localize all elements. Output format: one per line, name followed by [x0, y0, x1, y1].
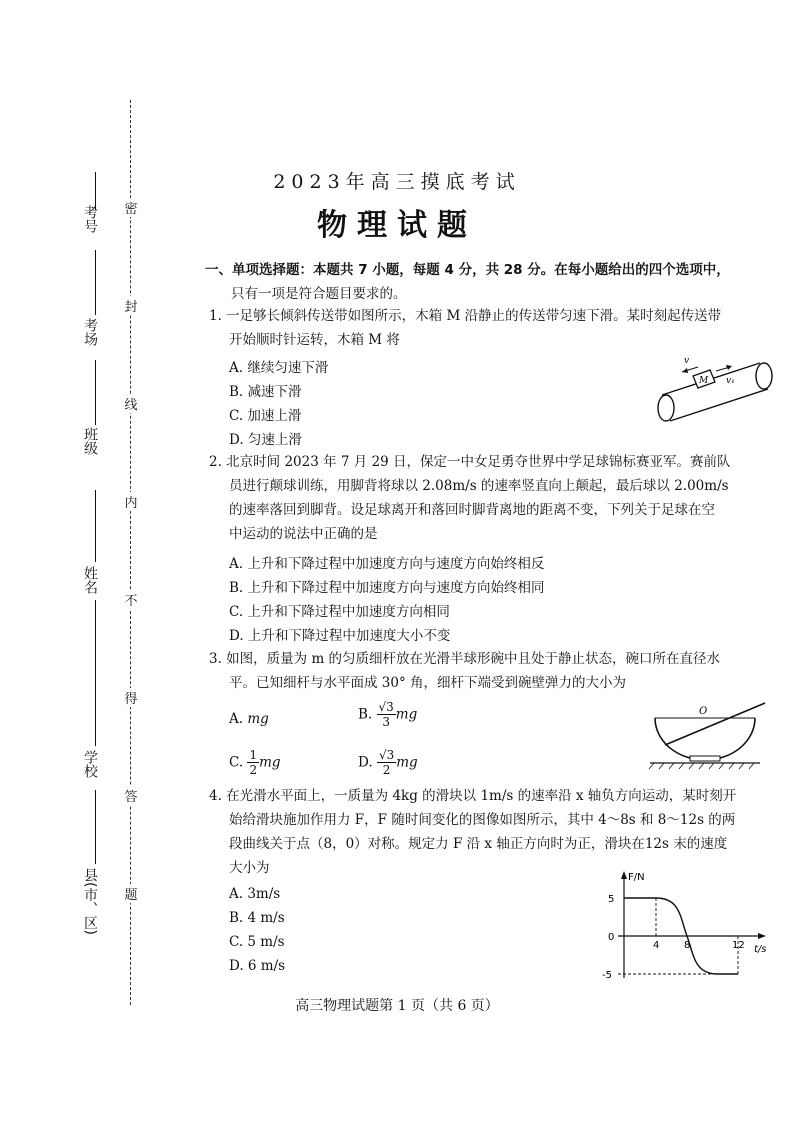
seal-char: 题: [123, 884, 139, 903]
label-county: 县(市、区): [82, 868, 98, 935]
label-name: 姓名: [82, 566, 98, 594]
fraction: $\frac{√3}{2}$: [378, 748, 395, 777]
seal-char: 得: [123, 688, 139, 707]
graph-tick-y-neg5: -5: [602, 970, 612, 981]
q2-stem-line4: 中运动的说法中正确的是: [229, 526, 378, 542]
page-footer: 高三物理试题第 1 页（共 6 页）: [295, 998, 499, 1014]
q3-stem-line1: 3. 如图，质量为 m 的匀质细杆放在光滑半球形碗中且处于静止状态，碗口所在直径水: [209, 651, 721, 667]
q1-option-b[interactable]: B. 减速下滑: [229, 384, 302, 400]
graph-tick-x-4: 4: [653, 940, 660, 951]
exam-title: 2023年高三摸底考试: [273, 171, 521, 193]
q1-option-d[interactable]: D. 匀速上滑: [229, 432, 302, 448]
force-time-graph: [598, 866, 774, 984]
exam-room-blank[interactable]: [95, 250, 96, 315]
q3-option-a[interactable]: A. mg: [229, 711, 269, 727]
seal-char: 不: [123, 590, 139, 609]
q3-option-c[interactable]: C. $\frac{1}{2}$ mg: [229, 748, 281, 777]
section-heading-line2: 只有一项是符合题目要求的。: [231, 286, 407, 302]
fraction: $\frac{√3}{3}$: [378, 700, 394, 729]
seal-char: 封: [123, 296, 139, 315]
q2-stem-line3: 的速率落回到脚背。设足球离开和落回时脚背离地的距离不变，下列关于足球在空: [229, 502, 715, 518]
q3-option-b[interactable]: B. $\frac{√3}{3}$ mg: [358, 700, 418, 729]
class-blank[interactable]: [95, 360, 96, 425]
q4-option-d[interactable]: D. 6 m/s: [229, 958, 286, 974]
q4-option-c[interactable]: C. 5 m/s: [229, 934, 285, 950]
county-blank[interactable]: [95, 790, 96, 864]
conveyor-belt-figure: [640, 345, 780, 430]
seal-char: 密: [123, 198, 139, 217]
q1-option-c[interactable]: C. 加速上滑: [229, 408, 302, 424]
q4-stem-line4: 大小为: [229, 860, 270, 876]
subject-title: 物理试题: [317, 208, 477, 243]
q4-stem-line2: 始给滑块施加作用力 F，F 随时间变化的图像如图所示，其中 4～8s 和 8～12s 的两: [229, 812, 736, 828]
fig-label-v1: v₁: [726, 376, 735, 386]
fig-label-m: M: [699, 376, 709, 386]
q4-stem-line3: 段曲线关于点（8，0）对称。规定力 F 沿 x 轴正方向时为正，滑块在12s 末的速度: [229, 836, 728, 852]
q4-option-a[interactable]: A. 3m/s: [229, 886, 281, 902]
q2-stem-line1: 2. 北京时间 2023 年 7 月 29 日，保定一中女足勇夺世界中学足球锦标赛亚军。赛前队: [209, 454, 731, 470]
q2-option-d[interactable]: D. 上升和下降过程中加速度大小不变: [229, 628, 451, 644]
label-exam-number: 考号: [82, 205, 98, 233]
fig-label-v: v: [684, 356, 690, 366]
fig-label-o: O: [699, 706, 708, 717]
q2-option-b[interactable]: B. 上升和下降过程中加速度方向与速度方向始终相同: [229, 580, 545, 596]
q4-stem-line1: 4. 在光滑水平面上，一质量为 4kg 的滑块以 1m/s 的速率沿 x 轴负方向运动，某时刻开: [209, 788, 737, 804]
graph-xlabel: t/s: [754, 944, 767, 955]
q4-option-b[interactable]: B. 4 m/s: [229, 910, 285, 926]
section-heading-line1: 一、单项选择题：本题共 7 小题，每题 4 分，共 28 分。在每小题给出的四个选项中，: [205, 262, 730, 278]
name-blank[interactable]: [95, 490, 96, 562]
fraction: $\frac{1}{2}$: [249, 748, 258, 777]
label-school: 学校: [82, 750, 98, 778]
q1-stem-line2: 开始顺时针运转，木箱 M 将: [229, 332, 400, 348]
hemispherical-bowl-figure: [640, 700, 770, 772]
graph-tick-x-8: 8: [684, 940, 691, 951]
label-class: 班级: [82, 427, 98, 455]
graph-ylabel: F/N: [628, 872, 645, 883]
school-blank[interactable]: [95, 600, 96, 746]
seal-char: 答: [123, 786, 139, 805]
q2-option-c[interactable]: C. 上升和下降过程中加速度方向相同: [229, 604, 450, 620]
seal-char: 内: [123, 492, 139, 511]
q2-option-a[interactable]: A. 上升和下降过程中加速度方向与速度方向始终相反: [229, 556, 545, 572]
q3-stem-line2: 平。已知细杆与水平面成 30° 角，细杆下端受到碗壁弹力的大小为: [229, 675, 627, 691]
graph-tick-x-12: 12: [732, 940, 745, 951]
label-exam-room: 考场: [82, 318, 98, 346]
q1-option-a[interactable]: A. 继续匀速下滑: [229, 360, 329, 376]
q1-stem-line1: 1. 一足够长倾斜传送带如图所示，木箱 M 沿静止的传送带匀速下滑。某时刻起传送带: [209, 308, 722, 324]
graph-tick-y-0: 0: [608, 932, 615, 943]
seal-char: 线: [123, 394, 139, 413]
q2-stem-line2: 员进行颠球训练，用脚背将球以 2.08m/s 的速率竖直向上颠起，最后球以 2.00m/s: [229, 478, 729, 494]
graph-tick-y-5: 5: [608, 894, 615, 905]
q3-option-d[interactable]: D. $\frac{√3}{2}$ mg: [358, 748, 418, 777]
